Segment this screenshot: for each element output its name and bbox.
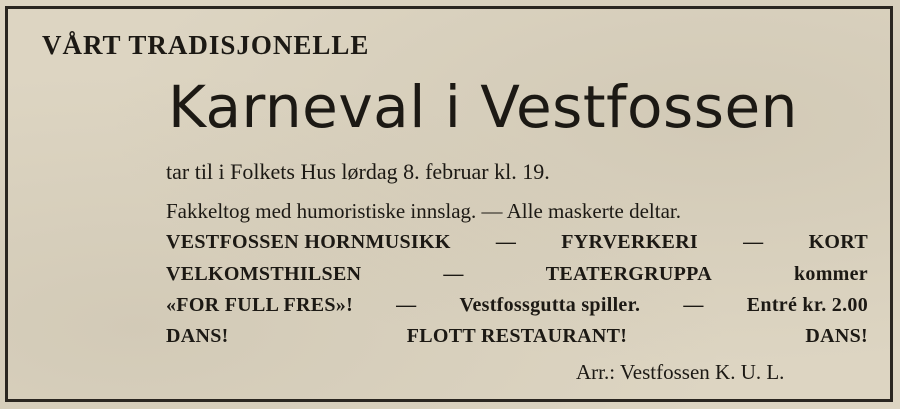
dash: — [495, 231, 517, 253]
program-item: kommer [793, 263, 868, 285]
program-line-3 [166, 294, 868, 317]
program-item: «FOR FULL FRES»! [166, 294, 354, 316]
program-line-1 [166, 231, 868, 254]
dash: — [683, 294, 704, 316]
dash: — [743, 231, 764, 253]
program-item: Vestfossgutta spiller. [459, 294, 641, 316]
dash: — [443, 263, 464, 285]
organizer-signature: Arr.: Vestfossen K. U. L. [576, 360, 785, 384]
program-item: DANS! [805, 325, 868, 347]
program-item: DANS! [166, 325, 229, 347]
program-item: KORT [808, 231, 868, 253]
entry-price: Entré kr. 2.00 [746, 294, 868, 316]
program-line-2 [166, 263, 868, 286]
program-item: FLOTT RESTAURANT! [406, 325, 628, 347]
torch-parade-line: Fakkeltog med humoristiske innslag. — Alle maskerte deltar. [166, 199, 681, 223]
dash: — [396, 294, 417, 316]
ad-headline: Karneval i Vestfossen [168, 73, 798, 141]
program-item: FYRVERKERI [561, 231, 699, 253]
ad-kicker: VÅRT TRADISJONELLE [42, 30, 370, 60]
program-item: VELKOMSTHILSEN [166, 263, 362, 285]
program-item: VESTFOSSEN HORNMUSIKK [166, 231, 451, 253]
program-item: TEATERGRUPPA [545, 263, 712, 285]
program-line-4 [166, 325, 868, 348]
ad-intro: tar til i Folkets Hus lørdag 8. februar kl. 19. [166, 159, 550, 184]
